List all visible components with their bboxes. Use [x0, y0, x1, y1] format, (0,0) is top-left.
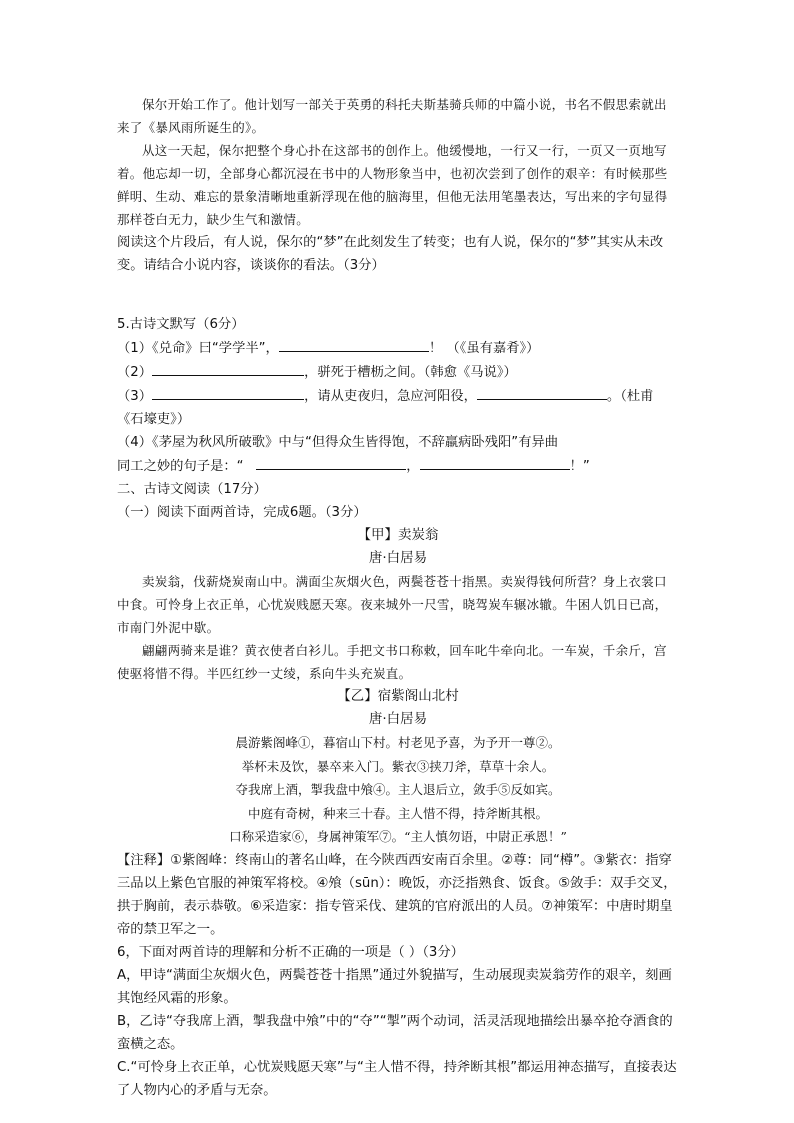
answer-space: [117, 277, 679, 313]
fill-blank[interactable]: [420, 454, 570, 470]
poem-b-line: 口称采造家⑥，身属神策军⑦。“主人慎勿语，中尉正承恩！”: [229, 829, 567, 845]
question-6-option-c: C.“可怜身上衣正单，心忧炭贱愿天寒”与“主人惜不得，持斧断其根”都运用神态描写，直接表达了人物内心的矛盾与无奈。: [117, 1059, 677, 1098]
poem-a-paragraph-2: 翩翩两骑来是谁？黄衣使者白衫儿。手把文书口称敕，回车叱牛牵向北。一车炭，千余斤，宫使驱将惜不得。半匹红纱一丈绫，系向牛头充炭直。: [117, 643, 667, 681]
question-5-item-4: （4）《茅屋为秋风所破歌》中与“但得众生皆得饱，不辞羸病卧残阳”有异曲 同工之妙的句子是：“ ， ！”: [117, 435, 590, 474]
section-2-heading: 二、古诗文阅读（17分）: [117, 482, 267, 497]
poem-a-title: 【甲】卖炭翁: [357, 527, 439, 543]
fill-blank[interactable]: [256, 454, 406, 470]
fill-blank[interactable]: [152, 384, 304, 400]
poem-b-line: 举杯未及饮，暴卒来入门。紫衣③挟刀斧，草草十余人。: [241, 758, 555, 774]
poem-a-author: 唐·白居易: [368, 550, 428, 566]
poem-b: [117, 685, 679, 849]
question-5-item-3: （3） ，请从吏夜归，急应河阳役， 。（杜甫《石壕吏》）: [117, 384, 679, 431]
excerpt-paragraph-2: 从这一天起，保尔把整个身心扑在这部书的创作上。他缓慢地，一行又一行，一页又一页地写着。他忘却一切，全部身心都沉浸在书中的人物形象当中，也初次尝到了创作的艰辛：有时候那些鲜明、生动、难忘的景象清晰地重新浮现在他的脑海里，但他无法用笔墨表达，写出来的字句显得那样苍白无力，缺少生气和激情。: [117, 143, 668, 227]
poem-a-paragraph-1: 卖炭翁，伐薪烧炭南山中。满面尘灰烟火色，两鬓苍苍十指黑。卖炭得钱何所营？身上衣裳口中食。可怜身上衣正单，心忧炭贱愿天寒。夜来城外一尺雪，晓驾炭车辗冰辙。牛困人饥日已高，市南门外泥中歇。: [117, 574, 668, 635]
fill-blank[interactable]: [152, 360, 304, 376]
novel-excerpt: [117, 93, 679, 231]
poem-b-author: 唐·白居易: [368, 711, 428, 727]
question-6-stem: 6，下面对两首诗的理解和分析不正确的一项是（ ）（3分）: [117, 944, 464, 960]
fill-blank[interactable]: [477, 384, 607, 400]
poem-b-line: 晨游紫阁峰①，暮宿山下村。村老见予喜，为予开一尊②。: [235, 735, 561, 750]
annotations: 【注释】①紫阁峰：终南山的著名山峰，在今陕西西安南百余里。②尊：同“樽”。③紫衣：指穿三品以上紫色官服的神策军将校。④飧（sūn）：晚饭，亦泛指熟食、饭食。⑤敛手：双手交叉，拱于胸前，表示恭敬。⑥采造家：指专管采伐、建筑的官府派出的人员。⑦神策军：中唐时期皇帝的禁卫军之一。: [117, 852, 677, 937]
poem-b-title: 【乙】宿紫阁山北村: [337, 688, 459, 704]
question-6-option-b: B，乙诗“夺我席上酒，掣我盘中飧”中的“夺”“掣”两个动词，活灵活现地描绘出暴卒抢夺酒食的蛮横之态。: [117, 1013, 673, 1052]
question-6: [117, 941, 679, 1102]
excerpt-paragraph-1: 保尔开始工作了。他计划写一部关于英勇的科托夫斯基骑兵师的中篇小说，书名不假思索就出来了《暴风雨所诞生的》。: [117, 97, 667, 135]
part-1-heading: （一）阅读下面两首诗，完成6题。（3分）: [117, 505, 367, 520]
poem-a: [117, 524, 679, 685]
question-5: [117, 313, 679, 478]
question-5-item-1: （1）《兑命》曰“学学半”， ！ （《虽有嘉肴》）: [117, 336, 679, 360]
fill-blank[interactable]: [279, 336, 429, 352]
question-6-option-a: A，甲诗“满面尘灰烟火色，两鬓苍苍十指黑”通过外貌描写，生动展现卖炭翁劳作的艰辛，刻画其饱经风霜的形象。: [117, 967, 672, 1006]
document-page: [117, 93, 679, 1102]
poem-b-line: 夺我席上酒，掣我盘中飧④。主人退后立，敛手⑤反如宾。: [235, 782, 561, 798]
question-5-item-2: （2） ，骈死于槽枥之间。（韩愈《马说》）: [117, 360, 679, 384]
question-5-title: 5.古诗文默写（6分）: [117, 317, 245, 332]
question-4: 阅读这个片段后，有人说，保尔的“梦”在此刻发生了转变；也有人说，保尔的“梦”其实从未改变。请结合小说内容，谈谈你的看法。（3分）: [117, 235, 664, 273]
poem-b-line: 中庭有奇树，种来三十春。主人惜不得，持斧断其根。: [247, 805, 548, 821]
